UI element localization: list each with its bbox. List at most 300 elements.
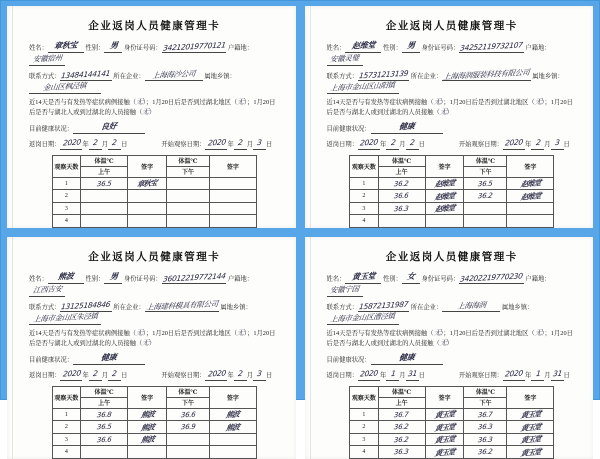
question-1-answer: 无 [433,328,441,337]
id-blank [459,272,524,285]
observe-year-blank [205,137,227,150]
company-blank [442,300,500,313]
day-number-cell: 4 [52,446,81,459]
temperature-value: 36.3 [477,435,494,444]
question-close-paren: ） [446,109,453,117]
observation-table-body [52,177,256,227]
signature-value: 黄玉堂 [433,421,456,433]
native-blank [29,53,65,66]
township-label: 属地乡镇： [220,303,252,311]
temperature-cell [464,446,507,459]
company-label: 所在企业： [113,72,145,80]
native-value: 安徽宿州 [32,53,62,65]
observation-table [52,386,257,459]
temperature-value: 36.3 [477,422,494,432]
temperature-cell [81,408,128,421]
question-close-paren: ） [149,340,156,348]
return-year-value: 2020 [359,137,379,148]
return-day-value: 2 [111,369,118,379]
native-label: 户籍地： [227,275,254,283]
signature-cell [507,421,554,434]
temperature-cell [464,190,507,203]
observe-day-blank [253,137,266,150]
native-blank [327,53,363,66]
observation-table-header [350,386,554,408]
temperature-cell [378,190,425,203]
health-status-line [29,121,280,134]
temperature-cell [378,421,425,434]
day-number-cell: 2 [350,421,379,434]
day-number-cell: 4 [350,446,379,459]
pm-subheader: 下午 [464,166,507,177]
company-label: 所在企业： [113,303,145,311]
id-value: 34252119732107 [459,39,524,53]
return-month-blank [386,368,399,381]
signature-cell [425,421,464,434]
name-value: 熊波 [57,271,75,282]
signature-value: 熊波 [139,422,155,433]
year-unit-2: 年 [524,141,532,149]
contact-value: 13125184846 [60,299,112,311]
year-unit-2: 年 [227,141,234,149]
temperature-cell [81,202,128,215]
signature-cell [128,190,167,203]
question-1-label: 近14天是否与有发热等症状病例接触（ [29,329,137,337]
question-1-label: 近14天是否与有发热等症状病例接触（ [326,98,434,106]
native-label: 户籍地： [525,44,551,52]
contact-label: 联系方式： [326,72,358,80]
temperature-cell [464,433,507,446]
pm-temp-header: 体温℃ [464,386,507,397]
signature-cell [128,408,167,421]
observe-year-blank [503,137,525,150]
name-value: 赵维堂 [351,40,376,51]
observe-year-value: 2020 [504,368,524,379]
return-day-blank [108,368,121,381]
sex-label: 性别： [85,44,105,52]
temperature-cell [464,421,507,434]
screening-questions-line [327,97,578,119]
cards-grid [7,6,593,458]
observation-row [52,421,256,434]
return-year-blank [60,368,82,381]
return-year-blank [358,368,380,381]
card-title: 企业返岗人员健康管理卡 [385,21,518,32]
observation-row [52,177,256,190]
name-blank [345,271,381,284]
contact-label: 联系方式： [29,303,61,311]
observe-day-blank [551,368,564,381]
return-year-value: 2020 [62,368,82,379]
question-1-answer: 无 [135,97,144,106]
question-1-answer: 无 [135,328,144,337]
pm-sign-header: 签字 [507,155,554,177]
observe-month-value: 2 [534,138,541,148]
native-label: 户籍地： [227,44,254,52]
month-unit: 月 [101,372,109,380]
sex-blank [104,40,122,53]
health-blank [371,121,443,134]
health-card [305,6,594,228]
card-title: 企业返岗人员健康管理卡 [385,251,518,263]
year-unit: 年 [379,372,387,380]
contact-value: 15731213139 [358,68,409,80]
question-3-answer: 无 [439,108,448,117]
company-value: 上海建科模具有限公司 [145,298,219,312]
return-day-blank [406,368,419,381]
am-subheader: 上午 [81,166,128,177]
question-3-label: ）；1月20日后是否与湖北人或到过湖北的人员接触（ [326,329,573,348]
day-unit-2: 日 [563,372,570,380]
day-unit-2: 日 [563,141,570,149]
township-value: 上海市金山区漕泾镇 [329,311,396,325]
observation-table-body [52,408,256,458]
health-label: 目前健康状况： [326,356,371,364]
signature-cell [425,215,464,228]
form-fields [327,271,578,381]
temperature-cell [81,190,128,203]
sex-label: 性别： [85,275,105,283]
township-value: 上海市金山区朱泾镇 [32,311,98,325]
township-label: 属地乡镇： [204,72,236,80]
day-unit: 日 [418,141,425,149]
sex-label: 性别： [382,275,402,283]
month-unit-2: 月 [544,141,551,149]
question-2-label: ）；1月20日后是否到过湖北地区（ [142,329,238,337]
question-1-answer: 无 [433,97,441,106]
signature-cell [507,408,554,421]
observe-day-blank [551,137,564,150]
return-month-blank [89,368,102,381]
observe-year-value: 2020 [206,137,226,148]
question-1-label: 近14天是否与有发热等症状病例接触（ [29,98,137,106]
sex-value: 男 [406,40,416,51]
observe-day-value: 3 [256,369,263,379]
observe-year-blank [205,368,227,381]
temperature-value: 36.6 [394,191,410,201]
signature-cell [507,433,554,446]
sex-value: 男 [109,40,118,51]
observe-month-value: 2 [237,138,244,148]
year-unit: 年 [82,372,89,380]
observe-date-label: 开始观察日期： [161,372,206,380]
temperature-cell [378,202,425,215]
question-3-label: ）；1月20日后是否与湖北人或到过湖北的人员接触（ [29,329,276,348]
question-3-answer: 无 [439,339,448,348]
signature-cell [425,433,464,446]
township-blank [29,312,101,325]
identity-line [29,40,280,66]
card-title: 企业返岗人员健康管理卡 [88,251,221,263]
company-blank [145,69,203,82]
sex-label: 性别： [382,44,402,52]
day-unit: 日 [418,372,425,380]
contact-value: 13484144141 [60,68,112,80]
observation-row [350,433,554,446]
signature-cell [507,177,554,190]
contact-value: 15872131987 [358,299,409,311]
signature-cell [425,446,464,459]
id-value: 34212019770121 [162,39,226,53]
temperature-cell [166,215,209,228]
signature-value: 熊波 [225,409,241,420]
name-label: 姓名： [29,44,48,52]
temperature-value: 36.8 [96,410,112,419]
observe-month-blank [531,368,544,381]
observation-row [52,408,256,421]
day-number-cell: 4 [52,215,81,228]
temperature-value: 36.3 [394,204,410,213]
observation-row [52,433,256,446]
days-header: 观察天数 [52,386,81,408]
month-unit: 月 [101,141,109,149]
form-fields [29,271,280,381]
month-unit-2: 月 [246,141,254,149]
signature-cell [128,446,167,459]
temperature-cell [378,408,425,421]
health-blank [73,352,145,365]
observe-year-value: 2020 [504,137,524,148]
dates-line [327,137,578,150]
pm-subheader: 下午 [464,397,507,408]
name-value: 黄玉堂 [351,271,376,282]
question-2-answer: 无 [534,97,542,106]
dates-line [29,368,280,381]
observation-row [52,215,256,228]
observation-row [350,446,554,459]
question-close-paren: ） [446,340,453,348]
signature-cell [507,202,554,215]
question-2-answer: 无 [236,97,245,106]
question-2-label: ）；1月20日后是否到过湖北地区（ [142,98,238,106]
question-1-label: 近14天是否与有发热等症状病例接触（ [326,329,434,337]
question-2-answer: 无 [236,328,245,337]
observe-day-value: 31 [552,368,563,379]
return-year-value: 2020 [62,137,82,148]
am-sign-header: 签字 [128,155,167,177]
observation-table [52,155,257,228]
temperature-cell [378,215,425,228]
company-label: 所在企业： [410,72,443,80]
temperature-cell [166,202,209,215]
signature-cell [507,446,554,459]
return-month-value: 2 [390,138,396,148]
signature-cell [425,202,464,215]
name-label: 姓名： [326,44,346,52]
health-blank [73,121,145,134]
name-label: 姓名： [29,275,48,283]
return-month-blank [386,137,399,150]
return-month-blank [89,137,102,150]
native-value: 安徽灵璧 [329,53,360,65]
township-label: 属地乡镇： [501,303,534,311]
observation-row [350,421,554,434]
id-blank [162,41,227,54]
return-day-value: 2 [111,138,118,148]
temperature-cell [464,202,507,215]
am-sign-header: 签字 [128,386,167,408]
am-subheader: 上午 [378,397,425,408]
question-3-label: ）；1月20日后是否与湖北人或到过湖北的人员接触（ [326,98,573,117]
temperature-cell [81,421,128,434]
observe-month-value: 1 [534,369,541,379]
company-value: 上海海沙公司 [151,68,196,80]
am-subheader: 上午 [81,397,128,408]
signature-value: 赵维堂 [519,190,542,202]
day-number-cell: 3 [350,433,379,446]
temperature-cell [166,433,209,446]
native-blank [327,284,363,297]
id-value: 36012219772144 [162,270,226,284]
signature-cell [209,215,256,228]
screening-questions-line [29,97,280,119]
identity-line [29,271,280,297]
observe-date-label: 开始观察日期： [458,141,503,149]
observation-row [350,215,554,228]
return-month-value: 2 [92,138,99,148]
temperature-cell [378,446,425,459]
return-date-label: 返岗日期： [29,372,61,380]
pm-sign-header: 签字 [209,386,256,408]
pm-sign-header: 签字 [507,386,554,408]
temperature-cell [166,190,209,203]
temperature-cell [81,433,128,446]
return-year-blank [60,137,82,150]
signature-cell [209,446,256,459]
temperature-cell [166,421,209,434]
observation-table-header [52,155,256,177]
card-title: 企业返岗人员健康管理卡 [88,21,221,32]
id-blank [162,272,227,285]
id-label: 身份证号码： [421,44,460,52]
observe-month-blank [234,368,247,381]
observe-date-label: 开始观察日期： [161,141,206,149]
id-label: 身份证号码： [123,44,162,52]
company-value: 上海海润 [456,299,487,311]
temperature-cell [166,177,209,190]
form-fields [29,40,280,150]
temperature-value: 36.7 [477,410,494,419]
township-blank [29,81,101,94]
name-blank [48,271,84,284]
signature-cell [425,408,464,421]
temperature-value: 36.9 [180,422,196,432]
return-month-value: 1 [390,369,396,379]
question-3-label: ）；1月20日后是否与湖北人或到过湖北的人员接触（ [29,98,276,117]
day-unit-2: 日 [266,372,273,380]
signature-cell [425,190,464,203]
year-unit-2: 年 [227,372,234,380]
company-label: 所在企业： [410,303,443,311]
temperature-value: 36.2 [477,191,494,201]
form-fields [327,40,578,150]
pm-temp-header: 体温℃ [166,386,209,397]
signature-cell [507,190,554,203]
signature-cell [128,215,167,228]
return-year-value: 2020 [359,368,379,379]
temperature-cell [166,446,209,459]
township-value: 上海市金山区山阳镇 [329,80,396,94]
dates-line [29,137,280,150]
township-blank [327,312,399,325]
day-number-cell: 1 [52,408,81,421]
temperature-value: 36.2 [394,435,410,444]
question-close-paren: ） [149,109,156,117]
id-blank [459,41,524,54]
signature-value: 黄玉堂 [433,409,456,421]
health-blank [371,352,443,365]
temperature-value: 36.2 [394,422,410,432]
temperature-value: 36.2 [477,447,494,457]
signature-value: 赵维堂 [433,203,456,215]
dates-line [327,368,578,381]
signature-cell [209,421,256,434]
day-number-cell: 1 [350,408,379,421]
question-2-answer: 无 [534,328,542,337]
am-temp-header: 体温℃ [81,386,128,397]
observation-table-body [350,177,554,227]
signature-value: 章秋宝 [136,178,158,190]
contact-line [29,300,280,326]
day-number-cell: 1 [52,177,81,190]
observe-month-blank [234,137,247,150]
temperature-cell [81,215,128,228]
name-label: 姓名： [326,275,346,283]
temperature-cell [464,408,507,421]
sex-blank [104,271,122,284]
day-unit: 日 [121,141,128,149]
day-number-cell: 2 [52,421,81,434]
day-number-cell: 2 [52,190,81,203]
sex-blank [402,40,420,53]
signature-value: 赵维堂 [433,190,456,202]
observation-row [350,190,554,203]
question-2-label: ）；1月20日后是否到过湖北地区（ [440,98,535,106]
month-unit-2: 月 [544,372,551,380]
id-label: 身份证号码： [421,275,460,283]
id-label: 身份证号码： [123,275,162,283]
question-3-answer: 无 [141,108,150,117]
day-number-cell: 3 [52,202,81,215]
days-header: 观察天数 [350,155,379,177]
name-value: 章秋宝 [53,40,79,51]
temperature-value: 36.6 [180,410,196,419]
pm-sign-header: 签字 [209,155,256,177]
day-number-cell: 4 [350,215,379,228]
health-status-line [327,121,578,134]
health-label: 目前健康状况： [326,125,371,133]
observation-row [350,202,554,215]
observe-year-value: 2020 [206,368,226,379]
native-label: 户籍地： [525,275,551,283]
company-blank [442,69,530,82]
day-unit: 日 [121,372,128,380]
health-card [305,237,594,459]
signature-value: 黄玉堂 [519,421,542,433]
observation-table-header [350,155,554,177]
signature-value: 黄玉堂 [433,434,456,446]
am-temp-header: 体温℃ [378,386,425,397]
name-blank [48,40,84,53]
township-value: 金山区枫泾镇 [42,81,88,93]
day-number-cell: 3 [350,202,379,215]
days-header: 观察天数 [52,155,81,177]
year-unit: 年 [379,141,387,149]
am-sign-header: 签字 [425,386,464,408]
return-day-value: 2 [409,138,415,148]
question-3-answer: 无 [141,339,150,348]
observation-table [349,386,554,459]
